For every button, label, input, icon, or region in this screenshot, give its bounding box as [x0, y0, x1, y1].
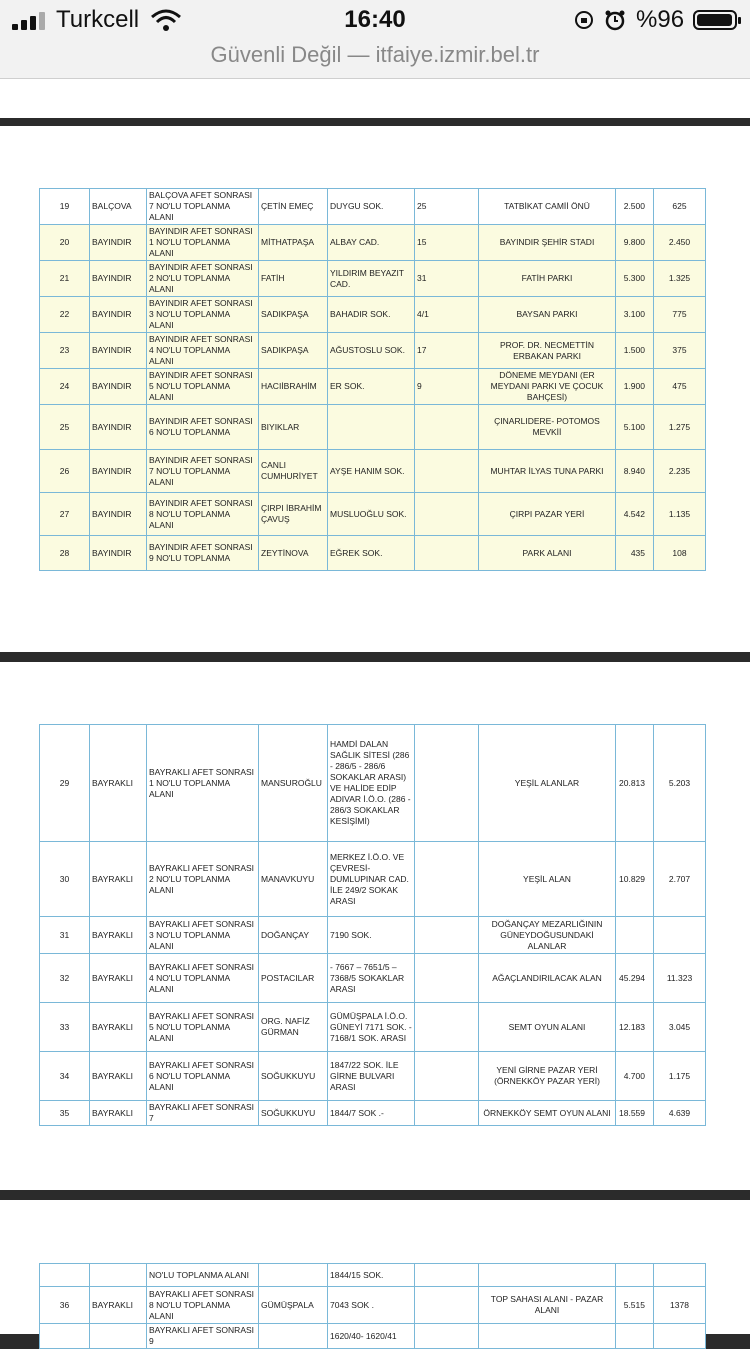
door-number	[415, 450, 479, 493]
door-number	[415, 493, 479, 536]
table-row	[40, 917, 706, 954]
location-name: DÖNEME MEYDANI (ER MEYDANI PARKI VE ÇOCUK BAHÇESİ)	[479, 369, 616, 405]
location-name: YENİ GİRNE PAZAR YERİ (ÖRNEKKÖY PAZAR YERİ)	[479, 1052, 616, 1101]
location-name: ÇINARLIDERE- POTOMOS MEVKİİ	[479, 405, 616, 450]
location-name: MUHTAR İLYAS TUNA PARKI	[479, 450, 616, 493]
row-number: 23	[40, 333, 90, 369]
district: BAYINDIR	[90, 493, 147, 536]
assembly-area-name: BAYINDIR AFET SONRASI 7 NO'LU TOPLANMA ALANI	[147, 450, 259, 493]
location-name: ÖRNEKKÖY SEMT OYUN ALANI	[479, 1101, 616, 1126]
district: BAYRAKLI	[90, 1101, 147, 1126]
pdf-page-1	[0, 126, 750, 652]
neighborhood: SADIKPAŞA	[259, 333, 328, 369]
table-row	[40, 1264, 706, 1287]
row-number: 29	[40, 725, 90, 842]
area-m2: 4.542	[616, 493, 654, 536]
assembly-area-name: BAYINDIR AFET SONRASI 4 NO'LU TOPLANMA ALANI	[147, 333, 259, 369]
row-number: 31	[40, 917, 90, 954]
neighborhood: ZEYTİNOVA	[259, 536, 328, 571]
assembly-area-name: BAYRAKLI AFET SONRASI 2 NO'LU TOPLANMA ALANI	[147, 842, 259, 917]
neighborhood: BIYIKLAR	[259, 405, 328, 450]
district: BAYRAKLI	[90, 1287, 147, 1324]
location-name: ÇIRPI PAZAR YERİ	[479, 493, 616, 536]
table-row	[40, 1101, 706, 1126]
area-m2: 5.100	[616, 405, 654, 450]
area-m2: 10.829	[616, 842, 654, 917]
location-name: PARK ALANI	[479, 536, 616, 571]
battery-icon	[693, 10, 737, 30]
capacity: 1.275	[654, 405, 706, 450]
carrier-label: Turkcell	[56, 6, 140, 33]
location-name	[479, 1264, 616, 1287]
door-number: 15	[415, 225, 479, 261]
door-number: 25	[415, 189, 479, 225]
table-row	[40, 1324, 706, 1349]
url-text[interactable]: Güvenli Değil — itfaiye.izmir.bel.tr	[210, 42, 540, 67]
capacity: 625	[654, 189, 706, 225]
neighborhood: GÜMÜŞPALA	[259, 1287, 328, 1324]
district: BAYRAKLI	[90, 1052, 147, 1101]
row-number: 25	[40, 405, 90, 450]
door-number	[415, 405, 479, 450]
street: 1847/22 SOK. İLE GİRNE BULVARI ARASI	[328, 1052, 415, 1101]
location-name: TOP SAHASI ALANI - PAZAR ALANI	[479, 1287, 616, 1324]
clock: 16:40	[344, 6, 406, 33]
district: BAYINDIR	[90, 536, 147, 571]
capacity: 11.323	[654, 954, 706, 1003]
assembly-area-name: BAYINDIR AFET SONRASI 6 NO'LU TOPLANMA	[147, 405, 259, 450]
street	[328, 405, 415, 450]
location-name: PROF. DR. NECMETTİN ERBAKAN PARKI	[479, 333, 616, 369]
capacity: 5.203	[654, 725, 706, 842]
table-row	[40, 405, 706, 450]
table-row	[40, 189, 706, 225]
district: BAYRAKLI	[90, 842, 147, 917]
row-number: 26	[40, 450, 90, 493]
table-row	[40, 333, 706, 369]
table-row	[40, 225, 706, 261]
door-number	[415, 1052, 479, 1101]
shelter-table-1	[39, 188, 706, 571]
street: 1844/15 SOK.	[328, 1264, 415, 1287]
area-m2: 18.559	[616, 1101, 654, 1126]
area-m2: 45.294	[616, 954, 654, 1003]
area-m2: 9.800	[616, 225, 654, 261]
table-row	[40, 1052, 706, 1101]
address-bar[interactable]	[0, 40, 750, 79]
neighborhood	[259, 1324, 328, 1349]
location-name	[479, 1324, 616, 1349]
table-row	[40, 1003, 706, 1052]
assembly-area-name: BAYINDIR AFET SONRASI 3 NO'LU TOPLANMA ALANI	[147, 297, 259, 333]
area-m2	[616, 1324, 654, 1349]
capacity: 1.175	[654, 1052, 706, 1101]
capacity: 2.450	[654, 225, 706, 261]
neighborhood: POSTACILAR	[259, 954, 328, 1003]
street: YILDIRIM BEYAZIT CAD.	[328, 261, 415, 297]
capacity: 375	[654, 333, 706, 369]
capacity: 1.325	[654, 261, 706, 297]
assembly-area-name: BAYRAKLI AFET SONRASI 1 NO'LU TOPLANMA ALANI	[147, 725, 259, 842]
neighborhood: SADIKPAŞA	[259, 297, 328, 333]
capacity: 2.235	[654, 450, 706, 493]
assembly-area-name: BAYINDIR AFET SONRASI 9 NO'LU TOPLANMA	[147, 536, 259, 571]
pdf-page-2	[0, 662, 750, 1190]
assembly-area-name: BAYRAKLI AFET SONRASI 3 NO'LU TOPLANMA ALANI	[147, 917, 259, 954]
district: BAYINDIR	[90, 450, 147, 493]
street: - 7667 – 7651/5 – 7368/5 SOKAKLAR ARASI	[328, 954, 415, 1003]
neighborhood: DOĞANÇAY	[259, 917, 328, 954]
neighborhood: ÇETİN EMEÇ	[259, 189, 328, 225]
row-number: 36	[40, 1287, 90, 1324]
door-number	[415, 1287, 479, 1324]
row-number: 33	[40, 1003, 90, 1052]
assembly-area-name: BALÇOVA AFET SONRASI 7 NO'LU TOPLANMA ALANI	[147, 189, 259, 225]
location-name: FATİH PARKI	[479, 261, 616, 297]
district	[90, 1324, 147, 1349]
table-row	[40, 725, 706, 842]
door-number	[415, 917, 479, 954]
door-number: 4/1	[415, 297, 479, 333]
capacity	[654, 1264, 706, 1287]
row-number	[40, 1324, 90, 1349]
street: MERKEZ İ.Ö.O. VE ÇEVRESİ-DUMLUPINAR CAD. İLE 249/2 SOKAK ARASI	[328, 842, 415, 917]
assembly-area-name: BAYRAKLI AFET SONRASI 5 NO'LU TOPLANMA ALANI	[147, 1003, 259, 1052]
capacity: 1.135	[654, 493, 706, 536]
location-name: BAYINDIR ŞEHİR STADI	[479, 225, 616, 261]
area-m2	[616, 917, 654, 954]
street: 1620/40- 1620/41	[328, 1324, 415, 1349]
street: AYŞE HANIM SOK.	[328, 450, 415, 493]
door-number	[415, 536, 479, 571]
table-row	[40, 369, 706, 405]
district: BAYINDIR	[90, 261, 147, 297]
capacity	[654, 917, 706, 954]
street: ER SOK.	[328, 369, 415, 405]
door-number: 9	[415, 369, 479, 405]
neighborhood: SOĞUKKUYU	[259, 1101, 328, 1126]
row-number: 20	[40, 225, 90, 261]
assembly-area-name: BAYINDIR AFET SONRASI 2 NO'LU TOPLANMA ALANI	[147, 261, 259, 297]
district: BAYINDIR	[90, 297, 147, 333]
assembly-area-name: BAYRAKLI AFET SONRASI 4 NO'LU TOPLANMA ALANI	[147, 954, 259, 1003]
assembly-area-name: BAYINDIR AFET SONRASI 1 NO'LU TOPLANMA ALANI	[147, 225, 259, 261]
door-number: 17	[415, 333, 479, 369]
capacity: 108	[654, 536, 706, 571]
area-m2: 1.900	[616, 369, 654, 405]
district: BAYRAKLI	[90, 954, 147, 1003]
area-m2	[616, 1264, 654, 1287]
door-number	[415, 1324, 479, 1349]
district: BAYINDIR	[90, 369, 147, 405]
area-m2: 2.500	[616, 189, 654, 225]
row-number: 28	[40, 536, 90, 571]
location-name: AĞAÇLANDIRILACAK ALAN	[479, 954, 616, 1003]
capacity: 4.639	[654, 1101, 706, 1126]
row-number: 32	[40, 954, 90, 1003]
neighborhood: MANAVKUYU	[259, 842, 328, 917]
shelter-table-3	[39, 1263, 706, 1349]
door-number	[415, 1003, 479, 1052]
location-name: YEŞİL ALAN	[479, 842, 616, 917]
row-number: 35	[40, 1101, 90, 1126]
area-m2: 5.300	[616, 261, 654, 297]
area-m2: 4.700	[616, 1052, 654, 1101]
location-name: DOĞANÇAY MEZARLIĞININ GÜNEYDOĞUSUNDAKİ ALANLAR	[479, 917, 616, 954]
table-row	[40, 261, 706, 297]
shelter-table-2	[39, 724, 706, 1126]
neighborhood: MANSUROĞLU	[259, 725, 328, 842]
district: BAYRAKLI	[90, 725, 147, 842]
neighborhood: ORG. NAFİZ GÜRMAN	[259, 1003, 328, 1052]
street: BAHADIR SOK.	[328, 297, 415, 333]
location-name: YEŞİL ALANLAR	[479, 725, 616, 842]
alarm-icon	[604, 9, 626, 31]
row-number: 22	[40, 297, 90, 333]
row-number: 34	[40, 1052, 90, 1101]
row-number: 27	[40, 493, 90, 536]
door-number	[415, 1264, 479, 1287]
assembly-area-name: BAYRAKLI AFET SONRASI 9	[147, 1324, 259, 1349]
neighborhood: SOĞUKKUYU	[259, 1052, 328, 1101]
assembly-area-name: BAYRAKLI AFET SONRASI 8 NO'LU TOPLANMA ALANI	[147, 1287, 259, 1324]
capacity	[654, 1324, 706, 1349]
district: BAYINDIR	[90, 405, 147, 450]
row-number	[40, 1264, 90, 1287]
door-number	[415, 842, 479, 917]
capacity: 2.707	[654, 842, 706, 917]
row-number: 24	[40, 369, 90, 405]
area-m2: 20.813	[616, 725, 654, 842]
neighborhood	[259, 1264, 328, 1287]
location-name: SEMT OYUN ALANI	[479, 1003, 616, 1052]
street: EĞREK SOK.	[328, 536, 415, 571]
street: GÜMÜŞPALA İ.Ö.O. GÜNEYİ 7171 SOK. - 7168/1 SOK. ARASI	[328, 1003, 415, 1052]
assembly-area-name: NO'LU TOPLANMA ALANI	[147, 1264, 259, 1287]
row-number: 21	[40, 261, 90, 297]
assembly-area-name: BAYINDIR AFET SONRASI 5 NO'LU TOPLANMA ALANI	[147, 369, 259, 405]
table-row	[40, 536, 706, 571]
area-m2: 8.940	[616, 450, 654, 493]
table-row	[40, 842, 706, 917]
door-number	[415, 725, 479, 842]
assembly-area-name: BAYINDIR AFET SONRASI 8 NO'LU TOPLANMA ALANI	[147, 493, 259, 536]
table-row	[40, 954, 706, 1003]
neighborhood: MİTHATPAŞA	[259, 225, 328, 261]
district: BAYRAKLI	[90, 917, 147, 954]
street: HAMDİ DALAN SAĞLIK SİTESİ (286 - 286/5 - 286/6 SOKAKLAR ARASI) VE HALİDE EDİP ADIVAR İ.Ö.O. (286 - 286/3 SOKAKLAR KESİŞİMİ)	[328, 725, 415, 842]
row-number: 30	[40, 842, 90, 917]
area-m2: 435	[616, 536, 654, 571]
district: BAYRAKLI	[90, 1003, 147, 1052]
table-row	[40, 1287, 706, 1324]
row-number: 19	[40, 189, 90, 225]
capacity: 475	[654, 369, 706, 405]
location-name: TATBİKAT CAMİİ ÖNÜ	[479, 189, 616, 225]
capacity: 775	[654, 297, 706, 333]
door-number	[415, 1101, 479, 1126]
table-row	[40, 450, 706, 493]
table-row	[40, 493, 706, 536]
assembly-area-name: BAYRAKLI AFET SONRASI 6 NO'LU TOPLANMA ALANI	[147, 1052, 259, 1101]
orientation-lock-icon	[574, 10, 594, 30]
neighborhood: ÇIRPI İBRAHİM ÇAVUŞ	[259, 493, 328, 536]
area-m2: 1.500	[616, 333, 654, 369]
street: 1844/7 SOK .-	[328, 1101, 415, 1126]
district: BALÇOVA	[90, 189, 147, 225]
district: BAYINDIR	[90, 225, 147, 261]
neighborhood: HACIİBRAHİM	[259, 369, 328, 405]
capacity: 3.045	[654, 1003, 706, 1052]
pdf-page-top	[0, 79, 750, 118]
area-m2: 5.515	[616, 1287, 654, 1324]
status-bar	[0, 0, 750, 40]
area-m2: 3.100	[616, 297, 654, 333]
door-number: 31	[415, 261, 479, 297]
district	[90, 1264, 147, 1287]
neighborhood: FATİH	[259, 261, 328, 297]
street: MUSLUOĞLU SOK.	[328, 493, 415, 536]
door-number	[415, 954, 479, 1003]
pdf-page-3	[0, 1200, 750, 1346]
street: AĞUSTOSLU SOK.	[328, 333, 415, 369]
street: ALBAY CAD.	[328, 225, 415, 261]
district: BAYINDIR	[90, 333, 147, 369]
neighborhood: CANLI CUMHURİYET	[259, 450, 328, 493]
street: 7190 SOK.	[328, 917, 415, 954]
street: DUYGU SOK.	[328, 189, 415, 225]
table-row	[40, 297, 706, 333]
capacity: 1378	[654, 1287, 706, 1324]
street: 7043 SOK .	[328, 1287, 415, 1324]
assembly-area-name: BAYRAKLI AFET SONRASI 7	[147, 1101, 259, 1126]
area-m2: 12.183	[616, 1003, 654, 1052]
battery-percent: %96	[636, 6, 685, 33]
location-name: BAYSAN PARKI	[479, 297, 616, 333]
